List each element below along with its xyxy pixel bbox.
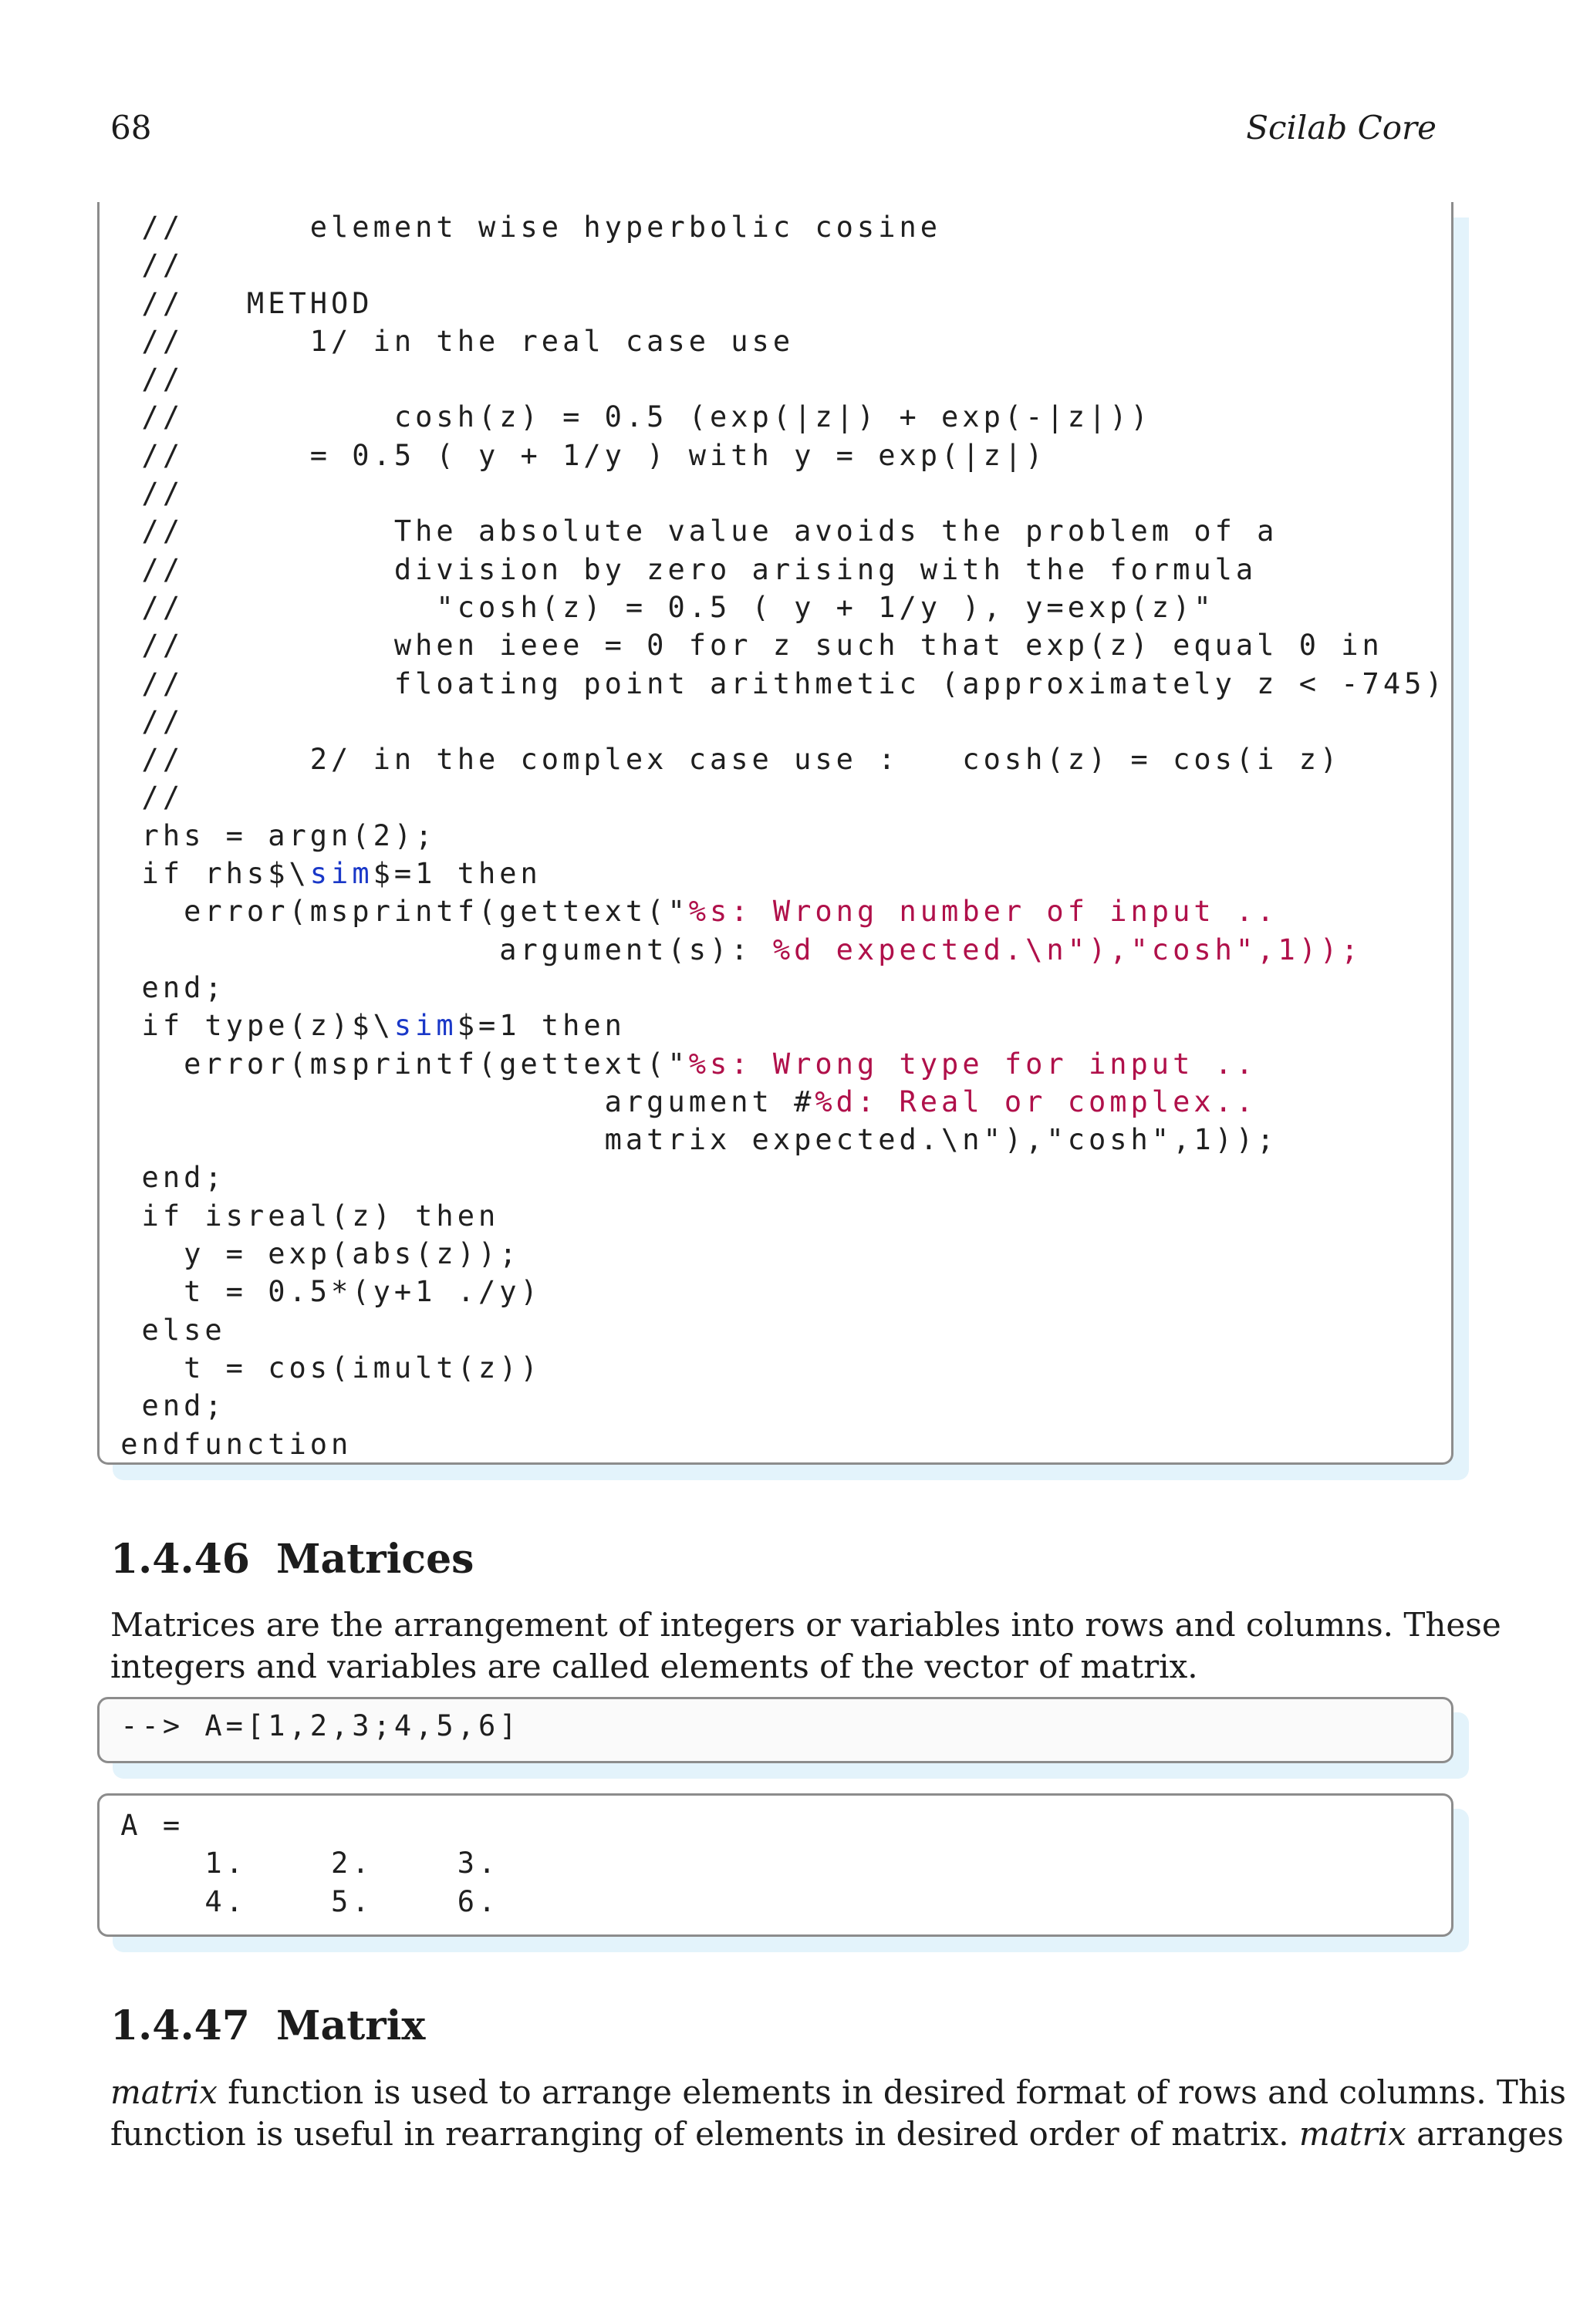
code-text: end;: [100, 1389, 226, 1423]
code-line: [100, 855, 1447, 892]
code-line: [100, 1387, 1447, 1425]
code-text: //: [100, 363, 184, 396]
code-line: [100, 703, 1447, 740]
running-title: Scilab Core: [1246, 109, 1437, 147]
code-text: if type(z)$\: [100, 1009, 394, 1043]
paragraph-line: integers and variables are called elements of the vector of matrix.: [110, 1648, 1198, 1685]
code-text: $=1 then: [373, 857, 542, 891]
code-line: [100, 1273, 1447, 1310]
code-line: [100, 626, 1447, 664]
code-line: [100, 931, 1447, 969]
function-name: matrix: [1298, 2115, 1406, 2153]
code-line: [100, 1349, 1447, 1387]
code-lines: [100, 1707, 521, 1745]
code-text: // 2/ in the complex case use : cosh(z) = cos(i z): [100, 743, 1342, 777]
text-run: function is used to arrange elements in desired format of rows and columns. This: [217, 2073, 1566, 2111]
code-text: A =: [100, 1809, 184, 1842]
keyword: sim: [393, 1009, 457, 1043]
page-number: 68: [110, 109, 152, 147]
section-title: Matrices: [276, 1536, 474, 1583]
code-text: end;: [100, 970, 226, 1004]
code-text: --> A=[1,2,3;4,5,6]: [100, 1709, 521, 1742]
code-line: [100, 1197, 1447, 1235]
code-line: [100, 1311, 1447, 1349]
code-line: [100, 969, 1447, 1007]
code-line: [100, 1806, 499, 1844]
code-text: argument #: [100, 1084, 815, 1118]
code-text: end;: [100, 1161, 226, 1195]
code-line: [100, 246, 1447, 284]
code-line: [100, 892, 1447, 930]
code-text: $=1 then: [457, 1009, 626, 1043]
code-listing-cosh: [97, 202, 1453, 1465]
code-text: // division by zero arising with the formula: [100, 552, 1258, 586]
string-literal: %d: Real or complex..: [815, 1084, 1258, 1118]
code-text: endfunction: [100, 1427, 353, 1461]
code-output-box: [97, 1793, 1453, 1937]
code-text: // floating point arithmetic (approximately z < -745): [100, 666, 1447, 700]
code-line: [100, 1159, 1447, 1196]
code-text: // METHOD: [100, 286, 373, 320]
code-text: rhs = argn(2);: [100, 818, 437, 852]
code-line: [100, 474, 1447, 512]
code-text: y = exp(abs(z));: [100, 1237, 521, 1271]
code-text: //: [100, 248, 184, 282]
code-line: [100, 665, 1447, 703]
section-heading-matrices: [110, 1535, 474, 1584]
code-line: [100, 398, 1447, 436]
code-text: if isreal(z) then: [100, 1199, 500, 1233]
code-line: [100, 285, 1447, 322]
paragraph-line: [110, 2113, 1564, 2155]
code-line: [100, 1007, 1447, 1044]
code-line: [100, 778, 1447, 816]
code-text: 1. 2. 3.: [100, 1847, 500, 1880]
code-text: if rhs$\: [100, 857, 310, 891]
matrix-paragraph: [110, 2072, 1566, 2155]
code-line: [100, 512, 1447, 550]
code-line: [100, 1707, 521, 1745]
code-input-box: [97, 1697, 1453, 1763]
code-text: // cosh(z) = 0.5 (exp(|z|) + exp(-|z|)): [100, 400, 1152, 434]
code-line: [100, 1045, 1447, 1083]
code-text: //: [100, 477, 184, 511]
code-text: // The absolute value avoids the problem of a: [100, 514, 1278, 548]
paragraph-line: Matrices are the arrangement of integers or variables into rows and columns. These: [110, 1606, 1501, 1644]
code-line: [100, 817, 1447, 855]
code-line: [100, 1235, 1447, 1273]
code-line: [100, 551, 1447, 589]
string-literal: %s: Wrong number of input ..: [688, 895, 1278, 929]
code-line: [100, 360, 1447, 398]
keyword: sim: [309, 857, 373, 891]
code-text: // "cosh(z) = 0.5 ( y + 1/y ), y=exp(z)": [100, 590, 1215, 624]
code-text: 4. 5. 6.: [100, 1884, 500, 1918]
code-text: // 1/ in the real case use: [100, 324, 795, 358]
code-line: [100, 1425, 1447, 1463]
string-literal: %s: Wrong type for input ..: [688, 1047, 1258, 1081]
code-text: argument(s):: [100, 933, 773, 966]
section-title: Matrix: [276, 2002, 426, 2049]
function-name: matrix: [110, 2073, 218, 2111]
code-text: t = 0.5*(y+1 ./y): [100, 1275, 542, 1309]
code-line: [100, 1844, 499, 1882]
section-number: 1.4.46: [110, 1536, 250, 1583]
code-line: [100, 208, 1447, 246]
code-text: // when ieee = 0 for z such that exp(z) equal 0 in: [100, 629, 1383, 663]
code-text: t = cos(imult(z)): [100, 1351, 542, 1385]
paragraph-line: [110, 2072, 1566, 2113]
code-line: [100, 322, 1447, 360]
code-text: error(msprintf(gettext(": [100, 895, 689, 929]
code-text: // element wise hyperbolic cosine: [100, 211, 942, 244]
code-line: [100, 437, 1447, 474]
code-line: [100, 740, 1447, 778]
code-text: // = 0.5 ( y + 1/y ) with y = exp(|z|): [100, 438, 1047, 472]
code-text: //: [100, 704, 184, 738]
code-line: [100, 1121, 1447, 1159]
code-text: error(msprintf(gettext(": [100, 1047, 689, 1081]
code-line: [100, 589, 1447, 626]
section-number: 1.4.47: [110, 2002, 250, 2049]
matrices-paragraph: [110, 1604, 1501, 1688]
section-heading-matrix: [110, 2002, 425, 2051]
code-text: else: [100, 1313, 226, 1347]
string-literal: %d expected.\n"),"cosh",1));: [772, 933, 1362, 966]
code-line: [100, 1883, 499, 1921]
code-lines: [100, 208, 1447, 1463]
text-run: function is useful in rearranging of elements in desired order of matrix.: [110, 2115, 1299, 2153]
text-run: arranges: [1406, 2115, 1564, 2153]
code-text: matrix expected.\n"),"cosh",1));: [100, 1123, 1278, 1157]
code-text: //: [100, 781, 184, 815]
code-lines: [100, 1806, 499, 1921]
code-line: [100, 1083, 1447, 1121]
